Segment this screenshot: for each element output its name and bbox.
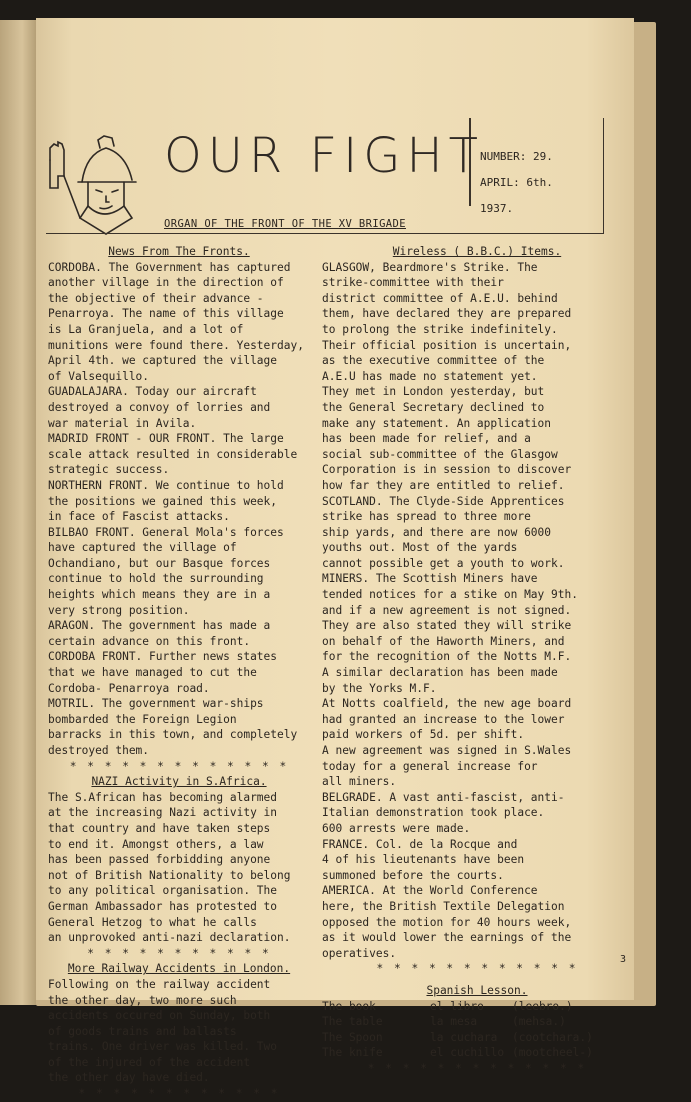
lesson-row — [322, 1045, 632, 1061]
text-line: has been made for relief, and a — [322, 432, 531, 446]
text-line: continue to hold the surrounding — [48, 572, 264, 586]
text-line: GLASGOW, Beardmore's Strike. The — [322, 260, 538, 274]
text-line: bombarded the Foreign Legion — [48, 712, 237, 726]
text-line: operatives. — [322, 946, 397, 960]
text-line: an unprovoked anti-nazi declaration. — [48, 931, 291, 945]
text-line: BILBAO FRONT. General Mola's forces — [48, 525, 284, 539]
spanish-lesson — [322, 983, 632, 1077]
text-line: 4 of his lieutenants have been — [322, 853, 525, 867]
issue-year: 1937. — [480, 202, 514, 215]
star-separator: * * * * * * * * * * * — [87, 946, 271, 960]
text-line: the other day, two more such — [48, 993, 237, 1007]
pronunciation: (mootcheel-) — [512, 1046, 593, 1060]
text-line: of Valsequillo. — [48, 369, 150, 383]
text-line: opposed the motion for 40 hours week, — [322, 915, 572, 929]
text-line: the General Secretary declined to — [322, 400, 545, 414]
text-line: munitions were found there. Yesterday, — [48, 338, 304, 352]
pronunciation: (mehsa.) — [512, 1015, 566, 1029]
right-column-text — [322, 244, 632, 977]
text-line: Cordoba- Penarroya road. — [48, 681, 210, 695]
text-line: as the executive committee of the — [322, 354, 545, 368]
text-line: accidents occured on Sunday, both — [48, 1009, 271, 1023]
spanish-word: el libro — [430, 999, 484, 1013]
text-line: paid workers of 5d. per shift. — [322, 728, 525, 742]
text-line: ship yards, and there are now 6000 — [322, 525, 552, 539]
text-line: had granted an increase to the lower — [322, 712, 565, 726]
text-line: the objective of their advance - — [48, 291, 264, 305]
star-separator: * * * * * * * * * * * * — [376, 962, 578, 976]
text-line: destroyed a convoy of lorries and — [48, 400, 271, 414]
text-line: all miners. — [322, 775, 397, 789]
text-line: GUADALAJARA. Today our aircraft — [48, 385, 257, 399]
text-line: MINERS. The Scottish Miners have — [322, 572, 538, 586]
text-line: at the increasing Nazi activity in — [48, 806, 278, 820]
text-line: SCOTLAND. The Clyde-Side Apprentices — [322, 494, 565, 508]
text-line: them, have declared they are prepared — [322, 307, 572, 321]
text-line: They are also stated they will strike — [322, 619, 572, 633]
text-line: 600 arrests were made. — [322, 821, 471, 835]
text-line: strike-committee with their — [322, 276, 504, 290]
text-line: Penarroya. The name of this village — [48, 307, 284, 321]
text-line: by the Yorks M.F. — [322, 681, 437, 695]
text-line: that country and have taken steps — [48, 821, 271, 835]
text-line: another village in the direction of — [48, 276, 284, 290]
text-line: They met in London yesterday, but — [322, 385, 545, 399]
issue-date: APRIL: 6th. — [480, 176, 553, 189]
spanish-lesson-heading: Spanish Lesson. — [426, 983, 528, 997]
spanish-lesson-rows — [322, 999, 632, 1061]
text-line: on behalf of the Haworth Miners, and — [322, 634, 565, 648]
left-column — [48, 244, 310, 1102]
text-line: and if a new agreement is not signed. — [322, 603, 572, 617]
spanish-word: el cuchillo — [430, 1046, 505, 1060]
english-word: The book — [322, 999, 376, 1013]
text-line: Corporation is in session to discover — [322, 463, 572, 477]
text-line: A similar declaration has been made — [322, 666, 558, 680]
text-line: Following on the railway accident — [48, 977, 271, 991]
text-line: Ochandiano, but our Basque forces — [48, 556, 271, 570]
text-line: to end it. Amongst others, a law — [48, 837, 264, 851]
text-line: how far they are entitled to relief. — [322, 478, 565, 492]
text-line: strike has spread to three more — [322, 510, 531, 524]
text-line: Their official position is uncertain, — [322, 338, 572, 352]
text-line: At Notts coalfield, the new age board — [322, 697, 572, 711]
text-line: barracks in this town, and completely — [48, 728, 298, 742]
text-line: tended notices for a stike on May 9th. — [322, 588, 578, 602]
text-line: German Ambassador has protested to — [48, 899, 278, 913]
english-word: The table — [322, 1015, 383, 1029]
text-line: that we have managed to cut the — [48, 666, 257, 680]
newsletter-title: OUR FIGHT — [164, 128, 484, 184]
text-line: April 4th. we captured the village — [48, 354, 278, 368]
text-line: AMERICA. At the World Conference — [322, 884, 538, 898]
right-column — [322, 244, 632, 1076]
text-line: MOTRIL. The government war-ships — [48, 697, 264, 711]
issue-info — [480, 144, 553, 222]
text-line: The S.African has becoming alarmed — [48, 790, 278, 804]
text-line: FRANCE. Col. de la Rocque and — [322, 837, 518, 851]
text-line: as it would lower the earnings of the — [322, 931, 572, 945]
text-line: CORDOBA FRONT. Further news states — [48, 650, 278, 664]
lesson-row — [322, 1014, 632, 1030]
english-word: The knife — [322, 1046, 383, 1060]
text-line: A new agreement was signed in S.Wales — [322, 744, 572, 757]
text-line: General Hetzog to what he calls — [48, 915, 257, 929]
text-line: destroyed them. — [48, 744, 150, 757]
section-heading: NAZI Activity in S.Africa. — [91, 775, 267, 789]
text-line: certain advance on this front. — [48, 634, 251, 648]
newsletter-page — [36, 18, 634, 1101]
pronunciation: (cootchara.) — [512, 1030, 593, 1044]
text-line: CORDOBA. The Government has captured — [48, 260, 291, 274]
text-line: today for a general increase for — [322, 759, 538, 773]
text-line: of goods trains and ballasts — [48, 1024, 237, 1038]
star-separator: * * * * * * * * * * * * — [78, 1087, 280, 1101]
text-line: NORTHERN FRONT. We continue to hold — [48, 478, 284, 492]
pronunciation: (leebro.) — [512, 999, 573, 1013]
spanish-word: la mesa — [430, 1015, 478, 1029]
text-line: of the injured of the accident — [48, 1055, 251, 1069]
english-word: The Spoon — [322, 1030, 383, 1044]
text-line: ARAGON. The government has made a — [48, 619, 271, 633]
section-heading: Wireless ( B.B.C.) Items. — [392, 245, 562, 258]
spanish-word: la cuchara — [430, 1030, 498, 1044]
text-line: social sub-committee of the Glasgow — [322, 447, 558, 461]
page-number: 3 — [619, 954, 626, 965]
text-line: war material in Avila. — [48, 416, 197, 430]
text-line: to any political organisation. The — [48, 884, 278, 898]
text-line: have captured the village of — [48, 541, 237, 555]
text-line: make any statement. An application — [322, 416, 552, 430]
text-line: to prolong the strike indefinitely. — [322, 322, 558, 336]
text-line: heights which means they are in a — [48, 588, 271, 602]
text-line: strategic success. — [48, 463, 170, 477]
text-line: the positions we gained this week, — [48, 494, 278, 508]
text-line: A.E.U has made no statement yet. — [322, 369, 538, 383]
text-line: scale attack resulted in considerable — [48, 447, 298, 461]
organ-subtitle: ORGAN OF THE FRONT OF THE XV BRIGADE — [164, 218, 406, 230]
text-line: in face of Fascist attacks. — [48, 510, 230, 524]
text-line: is La Granjuela, and a lot of — [48, 322, 244, 336]
star-separator: * * * * * * * * * * * * * — [69, 759, 289, 773]
text-line: MADRID FRONT - OUR FRONT. The large — [48, 432, 284, 446]
lesson-row — [322, 999, 632, 1015]
text-line: cannot possible get a youth to work. — [322, 556, 565, 570]
text-line: very strong position. — [48, 603, 190, 617]
text-line: trains. One driver was killed. Two — [48, 1040, 278, 1054]
text-line: Italian demonstration took place. — [322, 806, 545, 820]
spanish-lesson-stars: * * * * * * * * * * * * * — [367, 1061, 587, 1075]
lesson-row — [322, 1030, 632, 1046]
text-line: youths out. Most of the yards — [322, 541, 518, 555]
section-heading: More Railway Accidents in London. — [67, 962, 291, 976]
text-line: summoned before the courts. — [322, 868, 504, 882]
text-line: district committee of A.E.U. behind — [322, 291, 558, 305]
text-line: has been passed forbidding anyone — [48, 853, 271, 867]
text-line: the other day have died. — [48, 1071, 210, 1085]
issue-number: NUMBER: 29. — [480, 150, 553, 163]
text-line: here, the British Textile Delegation — [322, 899, 565, 913]
section-heading: News From The Fronts. — [108, 245, 250, 258]
text-line: for the recognition of the Notts M.F. — [322, 650, 572, 664]
text-line: BELGRADE. A vast anti-fascist, anti- — [322, 790, 565, 804]
text-line: not of British Nationality to belong — [48, 868, 291, 882]
